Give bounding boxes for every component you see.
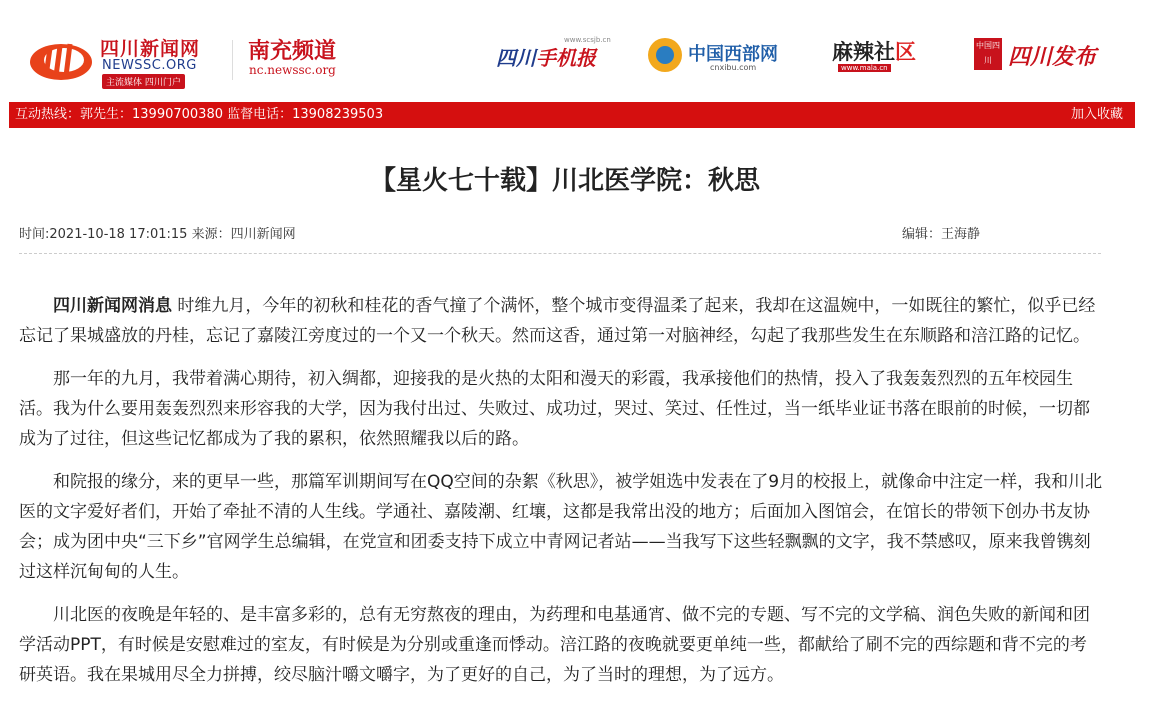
article-source-link[interactable]: 四川新闻网: [230, 227, 296, 242]
logo-domain: NEWSSC.ORG: [102, 58, 197, 73]
partner-sc-release-name: 四川发布: [1008, 45, 1097, 70]
site-logo[interactable]: [28, 32, 228, 90]
sc-release-badge-icon: 中国四川: [974, 38, 1002, 70]
channel-url[interactable]: nc.newssc.org: [249, 63, 336, 77]
chuan-logo-icon: [28, 38, 94, 82]
partner-cnxibu-name: 中国西部网: [688, 44, 778, 65]
partner-sc-release[interactable]: [974, 36, 1114, 76]
header-divider: [232, 40, 233, 80]
meta-divider: [19, 253, 1101, 254]
mala-name-part: 麻辣社: [832, 39, 895, 64]
partner-sc-mobile-news-logo: [496, 42, 596, 71]
partner-mala-name: [832, 36, 916, 66]
partner-mala-url: www.mala.cn: [838, 64, 891, 72]
partner-sc-mobile-news-part1: 四川: [496, 46, 536, 70]
paragraph: 川北医的夜晚是年轻的、是丰富多彩的，总有无穷熬夜的理由，为药理和电基通宵、做不完的专题、写不完的文学稿、润色失败的新闻和团学活动PPT，有时候是安慰难过的室友，有时候是为分别或重逢而悸动。涪江路的夜晚就要更单纯一些，都献给了刷不完的西综题和背不完的考研英语。我在果城用尽全力拼搏，绞尽脑汁嚼文嚼字，为了更好的自己，为了当时的理想，为了远方。: [19, 605, 1090, 685]
hotline-text: 互动热线：郭先生：13990700380 监督电话：13908239503: [15, 107, 384, 122]
paragraph-text: 时维九月，今年的初秋和桂花的香气撞了个满怀，整个城市变得温柔了起来，我却在这温婉中，一如既往的繁忙，似乎已经忘记了果城盛放的丹桂，忘记了嘉陵江旁度过的一个又一个秋天。然而这香，通过第一对脑神经，勾起了我那些发生在东顺路和涪江路的记忆。: [19, 296, 1096, 346]
partner-sc-mobile-news[interactable]: [496, 36, 624, 76]
partner-mala[interactable]: [832, 36, 928, 76]
article-title: 【星火七十载】川北医学院：秋思: [369, 166, 760, 196]
paragraph: 那一年的九月，我带着满心期待，初入绸都，迎接我的是火热的太阳和漫天的彩霞，我承接他们的热情，投入了我轰轰烈烈的五年校园生活。我为什么要用轰轰烈烈来形容我的大学，因为我付出过、失败过、成功过，哭过、笑过、任性过，当一纸毕业证书落在眼前的时候，一切都成为了过往，但这些记忆都成为了我的累积，依然照耀我以后的路。: [19, 369, 1090, 449]
article-time: 时间:2021-10-18 17:01:15 来源：: [19, 227, 231, 242]
partner-cnxibu[interactable]: [648, 36, 793, 76]
partner-sc-mobile-news-part2: 手机报: [536, 46, 596, 70]
article-lead: 四川新闻网消息: [53, 296, 172, 316]
logo-name: 四川新闻网: [100, 38, 201, 60]
logo-slogan: 主流媒体 四川门户: [102, 74, 185, 89]
paragraph: 和院报的缘分，来的更早一些，那篇军训期间写在QQ空间的杂絮《秋思》，被学姐选中发表在了9月的校报上，就像命中注定一样，我和川北医的文字爱好者们，开始了牵扯不清的人生线。学通社、嘉陵潮、红壤，这都是我常出没的地方；后面加入图馆会，在馆长的带领下创办书友协会；成为团中央“三下乡”官网学生总编辑，在党宣和团委支持下成立中青网记者站——当我写下这些轻飘飘的文字，我不禁感叹，原来我曾镌刻过这样沉甸甸的人生。: [19, 472, 1103, 582]
partner-cnxibu-url: cnxibu.com: [710, 63, 757, 72]
partner-sc-mobile-news-url: www.scsjb.cn: [564, 36, 611, 44]
site-header: [0, 0, 1174, 100]
bookmark-link[interactable]: 加入收藏: [1070, 107, 1123, 122]
mala-name-accent: 区: [895, 39, 916, 64]
article-body: [19, 291, 1103, 703]
article-meta: [19, 223, 296, 242]
paragraph: [19, 291, 1103, 351]
hotline-bar: [9, 102, 1135, 128]
channel-title[interactable]: 南充频道: [248, 38, 337, 64]
cnxibu-logo-inner-icon: [656, 46, 674, 64]
article-editor: 编辑：王海静: [902, 227, 981, 242]
